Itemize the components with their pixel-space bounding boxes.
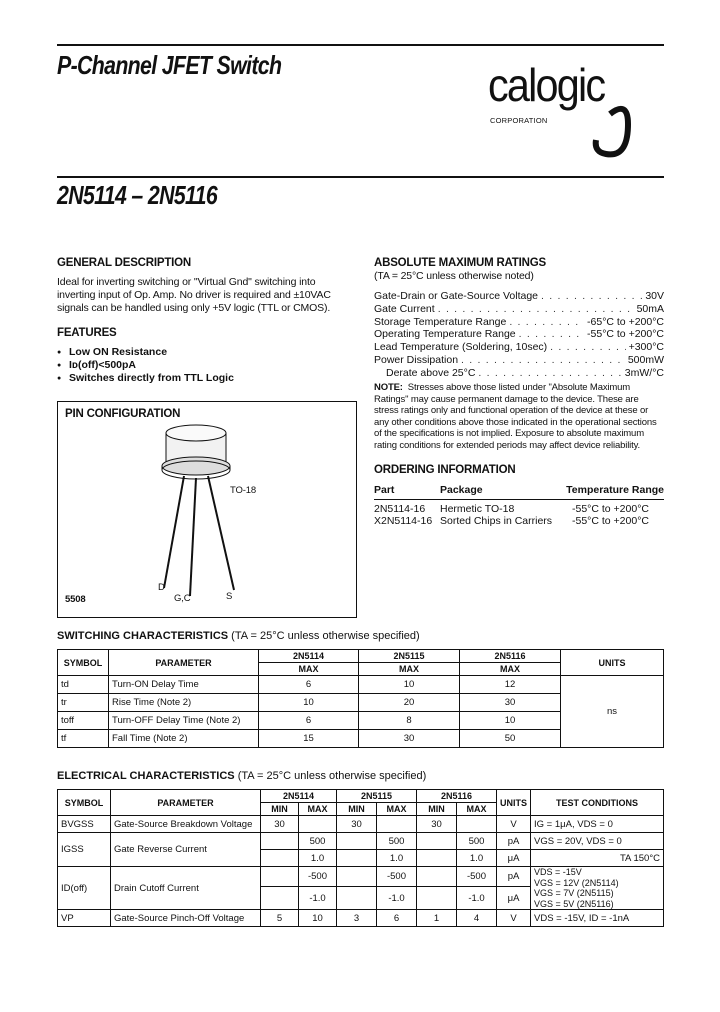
- switching-condition: (TA = 25°C unless otherwise specified): [231, 630, 420, 642]
- pin-gc-label: G,C: [174, 593, 191, 604]
- description-line: signals can be handled using only +5V logic (TTL or CMOS).: [57, 301, 331, 314]
- col-max: MAX: [460, 663, 561, 676]
- ordering-row: X2N5114-16 Sorted Chips in Carriers -55°C to +200°C: [374, 515, 649, 527]
- electrical-table: SYMBOL PARAMETER 2N5114 2N5115 2N5116 UNITS TEST CONDITIONS MIN MAX MIN MAX MIN MAX BVGSS Gate-Source Breakdown Voltage 30 30 30 V IG = 1μA, VDS = 0 IGSS Gate Reverse Current 500 500 500 pA VGS = 20V, VDS = 0 1.0 1.0 1.0 μA TA 150°C ID(off) Drain Cutoff Current -500 -500 -500 pA VDS = -15V VGS = 12V (2N5114) VGS = 7V (2N5115) VGS = 5V (2N5116) -1.0 -1.0 -1.0 μA VP Gate-Source Pinch-Off Voltage 5 10 3 6 1 4 V VDS = -15V, ID = -1nA: [57, 789, 664, 927]
- col-units: UNITS: [561, 650, 664, 676]
- note-label: NOTE:: [374, 382, 403, 393]
- col-part: 2N5116: [417, 790, 497, 803]
- package-label: TO-18: [230, 485, 257, 496]
- table-row: tf Fall Time (Note 2) 15 30 50: [58, 730, 664, 748]
- col-symbol: SYMBOL: [58, 650, 109, 676]
- part-range: 2N5114 – 2N5116: [57, 180, 218, 210]
- pin-d-label: D: [158, 582, 165, 593]
- col-parameter: PARAMETER: [109, 650, 259, 676]
- table-row: -1.0 -1.0 -1.0 μA: [58, 887, 664, 910]
- col-max: MAX: [259, 663, 359, 676]
- table-row: toff Turn-OFF Delay Time (Note 2) 6 8 10: [58, 712, 664, 730]
- ordering-col-package: Package: [440, 484, 483, 496]
- col-symbol: SYMBOL: [58, 790, 111, 816]
- electrical-title: [57, 770, 426, 782]
- abs-max-subheading: (TA = 25°C unless otherwise noted): [374, 270, 534, 282]
- rating-row: Gate-Drain or Gate-Source Voltage . . . 30V: [374, 290, 664, 303]
- logo-swoosh-icon: [588, 62, 648, 166]
- ordering-col-part: Part: [374, 484, 395, 496]
- ordering-heading: ORDERING INFORMATION: [374, 464, 516, 476]
- note-text: Stresses above those listed under "Absolute Maximum Ratings" may cause permanent damage to the device. These are stress ratings only and functional operation of the device at these or any other conditions above those indicated in the operational sections of the specifications is not implied. Exposure to absolute maximum rating conditions for extended periods may affect device reliability.: [374, 382, 657, 451]
- general-description-text: [57, 276, 357, 314]
- col-part: 2N5114: [261, 790, 337, 803]
- col-part: 2N5115: [359, 650, 460, 663]
- pin-configuration-box: [57, 401, 357, 618]
- col-part: 2N5114: [259, 650, 359, 663]
- top-rule: [57, 44, 664, 46]
- abs-max-note: [374, 382, 664, 452]
- description-line: Ideal for inverting switching or "Virtual Gnd" switching into: [57, 276, 316, 288]
- switching-title: [57, 630, 420, 642]
- features-heading: FEATURES: [57, 327, 117, 339]
- rating-row: Lead Temperature (Soldering, 10sec) . . . +300°C: [374, 341, 664, 354]
- col-max: MAX: [359, 663, 460, 676]
- electrical-condition: (TA = 25°C unless otherwise specified): [237, 770, 427, 782]
- mid-rule: [57, 176, 664, 178]
- col-test-conditions: TEST CONDITIONS: [531, 790, 664, 816]
- page-title: P-Channel JFET Switch: [57, 50, 282, 80]
- rating-row: Storage Temperature Range . . . -65°C to +200°C: [374, 316, 664, 329]
- logo-text: calogic: [488, 59, 605, 111]
- figure-code: 5508: [65, 594, 86, 605]
- table-row: td Turn-ON Delay Time 6 10 12 ns: [58, 676, 664, 694]
- table-row: tr Rise Time (Note 2) 10 20 30: [58, 694, 664, 712]
- feature-item: ● Low ON Resistance: [57, 346, 234, 359]
- rating-row: Gate Current . . . 50mA: [374, 303, 664, 316]
- general-description-heading: GENERAL DESCRIPTION: [57, 257, 192, 269]
- pin-configuration-heading: PIN CONFIGURATION: [65, 408, 181, 420]
- table-row: 1.0 1.0 1.0 μA TA 150°C: [58, 850, 664, 867]
- description-line: inverting input of Op. Amp. No driver is required and ±10VAC: [57, 288, 331, 301]
- pin-s-label: S: [226, 591, 233, 602]
- units-cell: ns: [561, 676, 664, 748]
- table-row: ID(off) Drain Cutoff Current -500 -500 -500 pA VDS = -15V VGS = 12V (2N5114) VGS = 7V (2N5115) VGS = 5V (2N5116): [58, 867, 664, 887]
- company-logo: [488, 59, 658, 166]
- feature-item: ● Iᴅ(off)<500pA: [57, 359, 234, 372]
- rating-row: Power Dissipation . . . 500mW: [374, 354, 664, 367]
- col-units: UNITS: [497, 790, 531, 816]
- col-part: 2N5116: [460, 650, 561, 663]
- switching-heading: SWITCHING CHARACTERISTICS: [57, 630, 229, 642]
- table-row: BVGSS Gate-Source Breakdown Voltage 30 30 30 V IG = 1μA, VDS = 0: [58, 816, 664, 833]
- feature-item: ● Switches directly from TTL Logic: [57, 372, 234, 385]
- switching-table: [57, 649, 664, 748]
- rating-row: Operating Temperature Range . . . -55°C to +200°C: [374, 328, 664, 341]
- ordering-row: 2N5114-16 Hermetic TO-18 -55°C to +200°C: [374, 502, 649, 515]
- ordering-table: [374, 484, 664, 528]
- ordering-col-temp: Temperature Range: [566, 484, 664, 496]
- abs-max-heading: ABSOLUTE MAXIMUM RATINGS: [374, 257, 546, 269]
- abs-max-list: [374, 290, 664, 380]
- electrical-heading: ELECTRICAL CHARACTERISTICS: [57, 770, 235, 782]
- table-row: IGSS Gate Reverse Current 500 500 500 pA VGS = 20V, VDS = 0: [58, 833, 664, 850]
- rating-row: Derate above 25°C . . . 3mW/°C: [374, 367, 664, 380]
- table-row: VP Gate-Source Pinch-Off Voltage 5 10 3 6 1 4 V VDS = -15V, ID = -1nA: [58, 910, 664, 927]
- to18-package-icon: [148, 416, 348, 616]
- ordering-header-row: [374, 484, 664, 500]
- col-parameter: PARAMETER: [111, 790, 261, 816]
- logo-subtitle: CORPORATION: [490, 116, 548, 125]
- features-list: [57, 346, 234, 385]
- col-part: 2N5115: [337, 790, 417, 803]
- test-conditions-cell: VDS = -15V VGS = 12V (2N5114) VGS = 7V (2N5115) VGS = 5V (2N5116): [531, 867, 664, 910]
